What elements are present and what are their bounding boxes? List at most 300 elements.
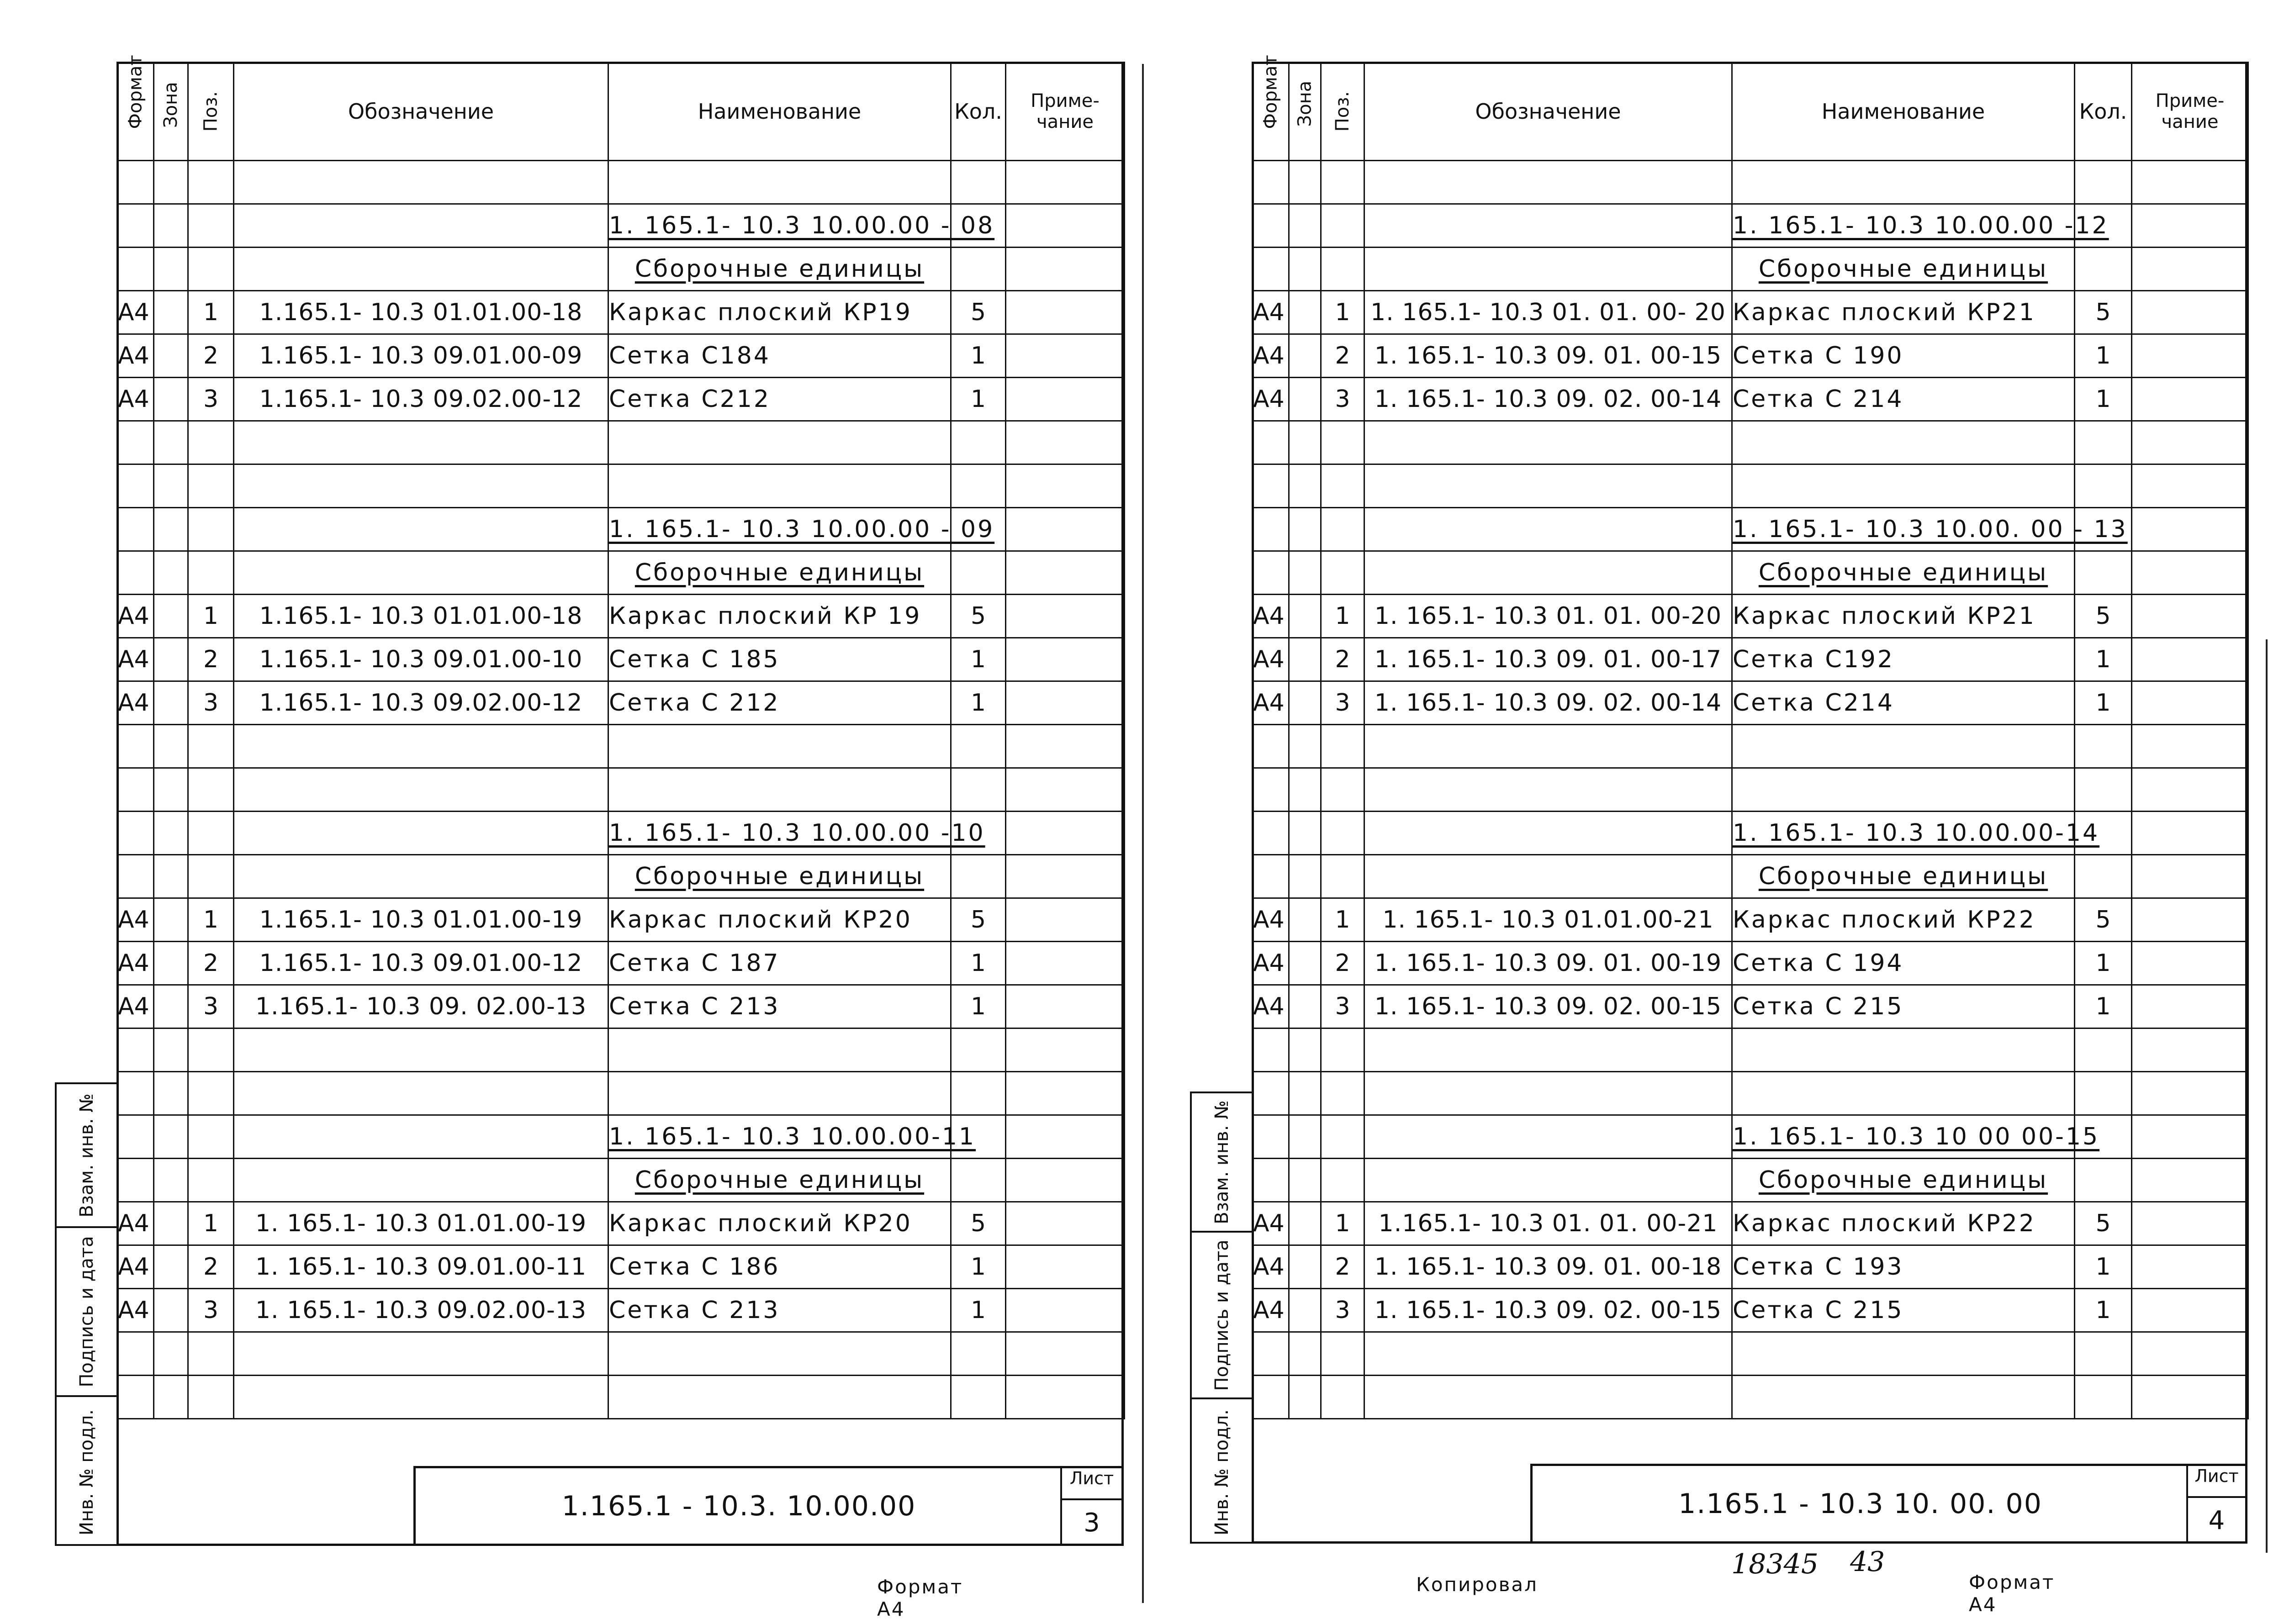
position-cell: 3 [1321, 681, 1364, 725]
spec-row [117, 551, 1125, 595]
spec-row [117, 595, 1125, 638]
designation-cell: 1. 165.1- 10.3 09. 02. 00-14 [1364, 378, 1732, 421]
position-cell [1321, 248, 1364, 291]
note-cell [2132, 551, 2248, 595]
format-cell [117, 725, 154, 768]
format-cell [117, 421, 154, 464]
format-cell [1253, 508, 1289, 551]
quantity-cell: 5 [2075, 898, 2132, 942]
spec-row [1253, 378, 2248, 421]
right-sheet-box [2186, 1466, 2245, 1541]
position-cell [188, 248, 234, 291]
sidebar-vzam-label-right: Взам. инв. № [1211, 1100, 1232, 1224]
position-cell: 2 [1321, 942, 1364, 985]
note-cell [2132, 1202, 2248, 1245]
position-cell [1321, 1115, 1364, 1159]
designation-cell [234, 1072, 608, 1115]
position-cell: 1 [1321, 291, 1364, 334]
quantity-cell: 1 [951, 378, 1006, 421]
note-cell [2132, 725, 2248, 768]
format-cell [1253, 551, 1289, 595]
spec-row [117, 464, 1125, 508]
spec-row [117, 942, 1125, 985]
name-cell: Каркас плоский КР20 [608, 898, 951, 942]
position-cell [188, 812, 234, 855]
zone-cell [1289, 768, 1321, 812]
note-cell [1006, 291, 1125, 334]
designation-cell [1364, 248, 1732, 291]
position-cell [1321, 421, 1364, 464]
position-cell [188, 1376, 234, 1419]
format-cell: А4 [117, 595, 154, 638]
position-cell: 2 [188, 638, 234, 681]
quantity-cell: 5 [2075, 1202, 2132, 1245]
designation-cell: 1.165.1- 10.3 09.01.00-10 [234, 638, 608, 681]
zone-cell [1289, 898, 1321, 942]
zone-cell [1289, 248, 1321, 291]
format-cell [1253, 855, 1289, 898]
note-cell [1006, 1202, 1125, 1245]
designation-cell: 1.165.1- 10.3 09. 02.00-13 [234, 985, 608, 1028]
spec-row [117, 898, 1125, 942]
format-cell [117, 855, 154, 898]
zone-cell [154, 248, 188, 291]
designation-cell: 1.165.1- 10.3 01.01.00-19 [234, 898, 608, 942]
note-cell [1006, 1245, 1125, 1289]
position-cell [1321, 464, 1364, 508]
designation-cell: 1.165.1- 10.3 09.02.00-12 [234, 378, 608, 421]
name-cell [1732, 1115, 2100, 1159]
position-cell [188, 421, 234, 464]
spec-row [1253, 291, 2248, 334]
zone-cell [154, 681, 188, 725]
position-cell [1321, 551, 1364, 595]
quantity-cell: 1 [951, 1245, 1006, 1289]
name-cell [1732, 204, 2109, 248]
left-sheet-label: Лист [1062, 1468, 1121, 1500]
designation-cell: 1. 165.1- 10.3 09. 02. 00-14 [1364, 681, 1732, 725]
format-cell: А4 [117, 985, 154, 1028]
designation-cell: 1. 165.1- 10.3 09.01.00-11 [234, 1245, 608, 1289]
note-cell [2132, 1072, 2248, 1115]
spec-row [1253, 464, 2248, 508]
format-cell: А4 [1253, 595, 1289, 638]
handwritten-sheet: 43 [1850, 1546, 1885, 1578]
fold-line [1142, 64, 1144, 1603]
designation-cell [1364, 421, 1732, 464]
note-cell [2132, 638, 2248, 681]
name-cell [608, 1159, 951, 1202]
spec-row [1253, 248, 2248, 291]
sidebar-vzam-label: Взам. инв. № [76, 1093, 97, 1218]
left-title-block [413, 1466, 1124, 1546]
zone-cell [1289, 421, 1321, 464]
quantity-cell: 1 [2075, 378, 2132, 421]
format-cell [117, 1159, 154, 1202]
format-cell: А4 [117, 638, 154, 681]
quantity-cell: 1 [2075, 942, 2132, 985]
quantity-cell [2075, 464, 2132, 508]
zone-cell [1289, 334, 1321, 378]
quantity-cell [951, 1028, 1006, 1072]
format-cell: А4 [1253, 378, 1289, 421]
spec-row [1253, 334, 2248, 378]
zone-cell [154, 1289, 188, 1332]
designation-cell: 1. 165.1- 10.3 09. 02. 00-15 [1364, 1289, 1732, 1332]
sidebar-inv-right [1192, 1399, 1252, 1545]
right-title-block [1530, 1464, 2247, 1544]
note-cell [1006, 161, 1125, 204]
name-cell [608, 204, 995, 248]
quantity-cell [2075, 248, 2132, 291]
zone-cell [154, 291, 188, 334]
name-cell [608, 161, 951, 204]
format-cell [1253, 1159, 1289, 1202]
note-cell [2132, 508, 2248, 551]
spec-row [117, 508, 1125, 551]
format-cell: А4 [117, 1289, 154, 1332]
name-cell [608, 248, 951, 291]
position-cell [188, 1028, 234, 1072]
name-cell [608, 1072, 951, 1115]
designation-cell [1364, 1332, 1732, 1376]
designation-cell: 1. 165.1- 10.3 09. 02. 00-15 [1364, 985, 1732, 1028]
format-cell: А4 [117, 378, 154, 421]
format-cell [1253, 1115, 1289, 1159]
note-cell [2132, 204, 2248, 248]
spec-row [1253, 985, 2248, 1028]
sidebar-podpis-label: Подпись и дата [76, 1236, 97, 1387]
zone-cell [1289, 681, 1321, 725]
name-cell [608, 464, 951, 508]
note-cell [1006, 1072, 1125, 1115]
format-cell [117, 248, 154, 291]
quantity-cell [951, 725, 1006, 768]
quantity-cell [951, 1159, 1006, 1202]
position-cell [188, 161, 234, 204]
note-cell [2132, 812, 2248, 855]
format-cell: А4 [1253, 291, 1289, 334]
zone-cell [154, 1115, 188, 1159]
format-cell: А4 [117, 898, 154, 942]
quantity-cell [2075, 1376, 2132, 1419]
format-cell [1253, 1332, 1289, 1376]
quantity-cell: 1 [2075, 1289, 2132, 1332]
position-cell: 3 [188, 378, 234, 421]
zone-cell [1289, 1202, 1321, 1245]
zone-cell [1289, 1332, 1321, 1376]
section-heading: 1. 165.1- 10.3 10.00.00-14 [1733, 819, 2100, 847]
designation-cell [234, 1332, 608, 1376]
name-cell: Каркас плоский КР20 [608, 1202, 951, 1245]
zone-cell [154, 1028, 188, 1072]
name-cell [1732, 1072, 2075, 1115]
spec-row [117, 291, 1125, 334]
position-cell: 2 [188, 1245, 234, 1289]
sidebar-vzam-right [1192, 1093, 1252, 1233]
spec-row [117, 725, 1125, 768]
note-cell [1006, 1376, 1125, 1419]
quantity-cell [2075, 725, 2132, 768]
note-cell [1006, 334, 1125, 378]
name-cell: Сетка С 215 [1732, 985, 2075, 1028]
position-cell: 3 [188, 985, 234, 1028]
quantity-cell [2075, 1072, 2132, 1115]
position-cell [1321, 1072, 1364, 1115]
spec-row [117, 378, 1125, 421]
col-zone: Зона [154, 63, 188, 161]
position-cell [188, 1072, 234, 1115]
zone-cell [154, 1332, 188, 1376]
zone-cell [154, 161, 188, 204]
spec-row [117, 334, 1125, 378]
name-cell [608, 1028, 951, 1072]
name-cell [608, 725, 951, 768]
designation-cell [234, 1159, 608, 1202]
position-cell [1321, 725, 1364, 768]
position-cell [188, 768, 234, 812]
note-cell [1006, 464, 1125, 508]
sidebar-inv-label: Инв. № подл. [76, 1409, 97, 1535]
note-cell [1006, 1332, 1125, 1376]
left-sidebar [55, 1082, 119, 1546]
spec-row [117, 248, 1125, 291]
spec-row [117, 1376, 1125, 1419]
name-cell: Каркас плоский КР22 [1732, 898, 2075, 942]
note-cell [2132, 1159, 2248, 1202]
position-cell [188, 1115, 234, 1159]
designation-cell: 1. 165.1- 10.3 09. 01. 00-18 [1364, 1245, 1732, 1289]
designation-cell [1364, 204, 1732, 248]
note-cell [1006, 551, 1125, 595]
zone-cell [1289, 985, 1321, 1028]
designation-cell: 1. 165.1- 10.3 01.01.00-19 [234, 1202, 608, 1245]
quantity-cell [2075, 421, 2132, 464]
format-cell [117, 508, 154, 551]
designation-cell: 1. 165.1- 10.3 09.02.00-13 [234, 1289, 608, 1332]
spec-row [1253, 1159, 2248, 1202]
name-cell [608, 855, 951, 898]
designation-cell: 1. 165.1- 10.3 09. 01. 00-15 [1364, 334, 1732, 378]
quantity-cell [2075, 551, 2132, 595]
designation-cell: 1.165.1- 10.3 09.01.00-12 [234, 942, 608, 985]
note-cell [1006, 942, 1125, 985]
format-cell [1253, 812, 1289, 855]
designation-cell [1364, 812, 1732, 855]
spec-row [117, 1028, 1125, 1072]
designation-cell [1364, 464, 1732, 508]
format-cell: А4 [1253, 942, 1289, 985]
name-cell: Сетка С 215 [1732, 1289, 2075, 1332]
designation-cell: 1. 165.1- 10.3 01. 01. 00- 20 [1364, 291, 1732, 334]
quantity-cell [951, 248, 1006, 291]
quantity-cell: 1 [951, 334, 1006, 378]
format-cell: А4 [1253, 638, 1289, 681]
spec-row [1253, 421, 2248, 464]
name-cell [1732, 421, 2075, 464]
spec-row [1253, 161, 2248, 204]
col-pos: Поз. [188, 63, 234, 161]
spec-row [1253, 204, 2248, 248]
name-cell: Каркас плоский КР21 [1732, 291, 2075, 334]
note-cell [1006, 508, 1125, 551]
name-cell [608, 508, 995, 551]
right-format-label: Формат А4 [1969, 1571, 2055, 1616]
position-cell: 1 [1321, 1202, 1364, 1245]
zone-cell [154, 1072, 188, 1115]
quantity-cell [951, 551, 1006, 595]
zone-cell [154, 421, 188, 464]
name-cell [1732, 464, 2075, 508]
right-sidebar [1190, 1091, 1254, 1544]
designation-cell [234, 1115, 608, 1159]
note-cell [2132, 942, 2248, 985]
format-cell: А4 [1253, 985, 1289, 1028]
designation-cell [1364, 1376, 1732, 1419]
quantity-cell [2075, 1159, 2132, 1202]
note-cell [1006, 812, 1125, 855]
name-cell: Сетка С192 [1732, 638, 2075, 681]
section-heading: 1. 165.1- 10.3 10 00 00-15 [1733, 1123, 2100, 1150]
note-cell [2132, 681, 2248, 725]
spec-row [1253, 1376, 2248, 1419]
zone-cell [154, 638, 188, 681]
note-cell [2132, 421, 2248, 464]
format-cell: А4 [1253, 1245, 1289, 1289]
section-heading: Сборочные единицы [634, 1166, 925, 1194]
name-cell [608, 421, 951, 464]
zone-cell [154, 464, 188, 508]
spec-row [117, 1289, 1125, 1332]
name-cell: Каркас плоский КР 19 [608, 595, 951, 638]
position-cell: 2 [1321, 334, 1364, 378]
designation-cell [1364, 508, 1732, 551]
section-heading: 1. 165.1- 10.3 10.00.00 - 09 [609, 516, 995, 543]
section-heading: Сборочные единицы [1758, 559, 2048, 586]
spec-row [1253, 1332, 2248, 1376]
zone-cell [154, 334, 188, 378]
quantity-cell [2075, 855, 2132, 898]
quantity-cell [951, 464, 1006, 508]
format-cell [1253, 1072, 1289, 1115]
section-heading: Сборочные единицы [1758, 255, 2048, 283]
zone-cell [1289, 1376, 1321, 1419]
format-cell [117, 1115, 154, 1159]
zone-cell [1289, 1159, 1321, 1202]
spec-row [117, 768, 1125, 812]
spec-row [117, 204, 1125, 248]
note-cell [1006, 1028, 1125, 1072]
zone-cell [154, 725, 188, 768]
copied-label: Копировал [1416, 1573, 1538, 1596]
designation-cell [234, 1376, 608, 1419]
section-heading: Сборочные единицы [634, 863, 925, 890]
name-cell: Сетка С 187 [608, 942, 951, 985]
name-cell: Сетка С 186 [608, 1245, 951, 1289]
quantity-cell: 1 [2075, 1245, 2132, 1289]
zone-cell [1289, 161, 1321, 204]
format-cell [1253, 768, 1289, 812]
right-spec-body [1253, 161, 2248, 1419]
designation-cell [1364, 1159, 1732, 1202]
position-cell [188, 1159, 234, 1202]
position-cell [1321, 1159, 1364, 1202]
note-cell [2132, 161, 2248, 204]
designation-cell [1364, 768, 1732, 812]
position-cell [1321, 1028, 1364, 1072]
spec-row [1253, 681, 2248, 725]
spec-row [1253, 898, 2248, 942]
col-name-right: Наименование [1732, 63, 2075, 161]
note-cell [1006, 725, 1125, 768]
spec-row [117, 681, 1125, 725]
designation-cell: 1. 165.1- 10.3 09. 01. 00-19 [1364, 942, 1732, 985]
zone-cell [1289, 204, 1321, 248]
designation-cell: 1.165.1- 10.3 01.01.00-18 [234, 291, 608, 334]
sidebar-vzam [57, 1084, 117, 1228]
note-cell [2132, 378, 2248, 421]
sidebar-podpis-label-right: Подпись и дата [1211, 1239, 1232, 1391]
name-cell [1732, 1376, 2075, 1419]
position-cell [1321, 1376, 1364, 1419]
col-zone-right: Зона [1289, 63, 1321, 161]
sidebar-podpis [57, 1228, 117, 1397]
handwritten-number: 18345 [1731, 1548, 1819, 1580]
quantity-cell [2075, 768, 2132, 812]
designation-cell [234, 812, 608, 855]
left-sheet-number: 3 [1084, 1508, 1100, 1538]
quantity-cell: 1 [2075, 681, 2132, 725]
designation-cell [1364, 725, 1732, 768]
zone-cell [154, 1245, 188, 1289]
format-cell: А4 [1253, 1202, 1289, 1245]
designation-cell [234, 855, 608, 898]
spec-row [1253, 595, 2248, 638]
format-cell: А4 [1253, 334, 1289, 378]
col-format-right: Формат [1253, 63, 1289, 161]
note-cell [1006, 855, 1125, 898]
note-cell [1006, 1159, 1125, 1202]
name-cell [608, 1376, 951, 1419]
col-qty-right: Кол. [2075, 63, 2132, 161]
position-cell [188, 508, 234, 551]
left-stamp-code: 1.165.1 - 10.3. 10.00.00 [561, 1490, 916, 1522]
format-cell [117, 551, 154, 595]
col-name: Наименование [608, 63, 951, 161]
note-cell [2132, 855, 2248, 898]
zone-cell [1289, 595, 1321, 638]
col-note: Приме- чание [1006, 63, 1125, 161]
note-cell [2132, 334, 2248, 378]
spec-row [117, 161, 1125, 204]
zone-cell [1289, 508, 1321, 551]
note-cell [2132, 1289, 2248, 1332]
spec-row [1253, 638, 2248, 681]
note-cell [2132, 898, 2248, 942]
name-cell: Сетка С 212 [608, 681, 951, 725]
name-cell: Сетка С214 [1732, 681, 2075, 725]
quantity-cell: 1 [2075, 985, 2132, 1028]
spec-row [1253, 812, 2248, 855]
position-cell [1321, 1332, 1364, 1376]
quantity-cell: 1 [2075, 334, 2132, 378]
position-cell: 1 [188, 898, 234, 942]
quantity-cell: 1 [951, 985, 1006, 1028]
format-cell [117, 464, 154, 508]
designation-cell: 1. 165.1- 10.3 01.01.00-21 [1364, 898, 1732, 942]
note-cell [2132, 1245, 2248, 1289]
position-cell [188, 855, 234, 898]
